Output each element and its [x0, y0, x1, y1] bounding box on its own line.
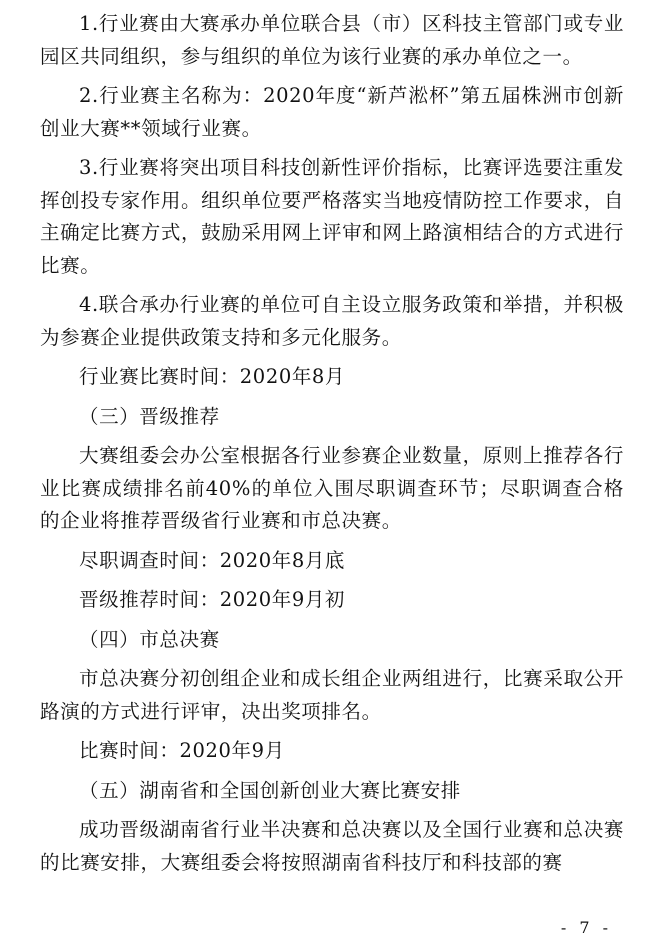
- city-final-time: 比赛时间：2020年9月: [79, 739, 285, 762]
- paragraph-item-3: 3.行业赛将突出项目科技创新性评价指标，比赛评选要注重发挥创投专家作用。组织单位要严格落实当地疫情防控工作要求，自主确定比赛方式，鼓励采用网上评审和网上路演相结合的方式进行比赛。: [40, 156, 624, 277]
- section-heading-provincial-national: （五）湖南省和全国创新创业大赛比赛安排: [79, 778, 461, 802]
- page-number: - 7 -: [560, 918, 612, 937]
- city-final-paragraph: 市总决赛分初创组企业和成长组企业两组进行，比赛采取公开路演的方式进行评审，决出奖项排名。: [40, 667, 624, 723]
- document-body: [40, 8, 624, 879]
- due-diligence-time: 尽职调查时间：2020年8月底: [79, 548, 346, 572]
- paragraph-item-1: 1.行业赛由大赛承办单位联合县（市）区科技主管部门或专业园区共同组织，参与组织的单位为该行业赛的承办单位之一。: [40, 12, 624, 68]
- industry-competition-time: 行业赛比赛时间：2020年8月: [79, 365, 346, 388]
- section-heading-promotion: （三）晋级推荐: [79, 404, 220, 428]
- paragraph-item-2: 2.行业赛主名称为：2020年度“新芦淞杯”第五届株洲市创新创业大赛**领域行业赛。: [40, 84, 624, 140]
- provincial-national-paragraph: 成功晋级湖南省行业半决赛和总决赛以及全国行业赛和总决赛的比赛安排，大赛组委会将按照湖南省科技厅和科技部的赛: [40, 818, 624, 874]
- paragraph-item-4: 4.联合承办行业赛的单位可自主设立服务政策和举措，并积极为参赛企业提供政策支持和多元化服务。: [40, 293, 624, 349]
- section-heading-city-final: （四）市总决赛: [79, 627, 220, 651]
- promotion-paragraph: 大赛组委会办公室根据各行业参赛企业数量，原则上推荐各行业比赛成绩排名前40%的单位入围尽职调查环节；尽职调查合格的企业将推荐晋级省行业赛和市总决赛。: [40, 444, 624, 532]
- promotion-recommendation-time: 晋级推荐时间：2020年9月初: [79, 588, 346, 611]
